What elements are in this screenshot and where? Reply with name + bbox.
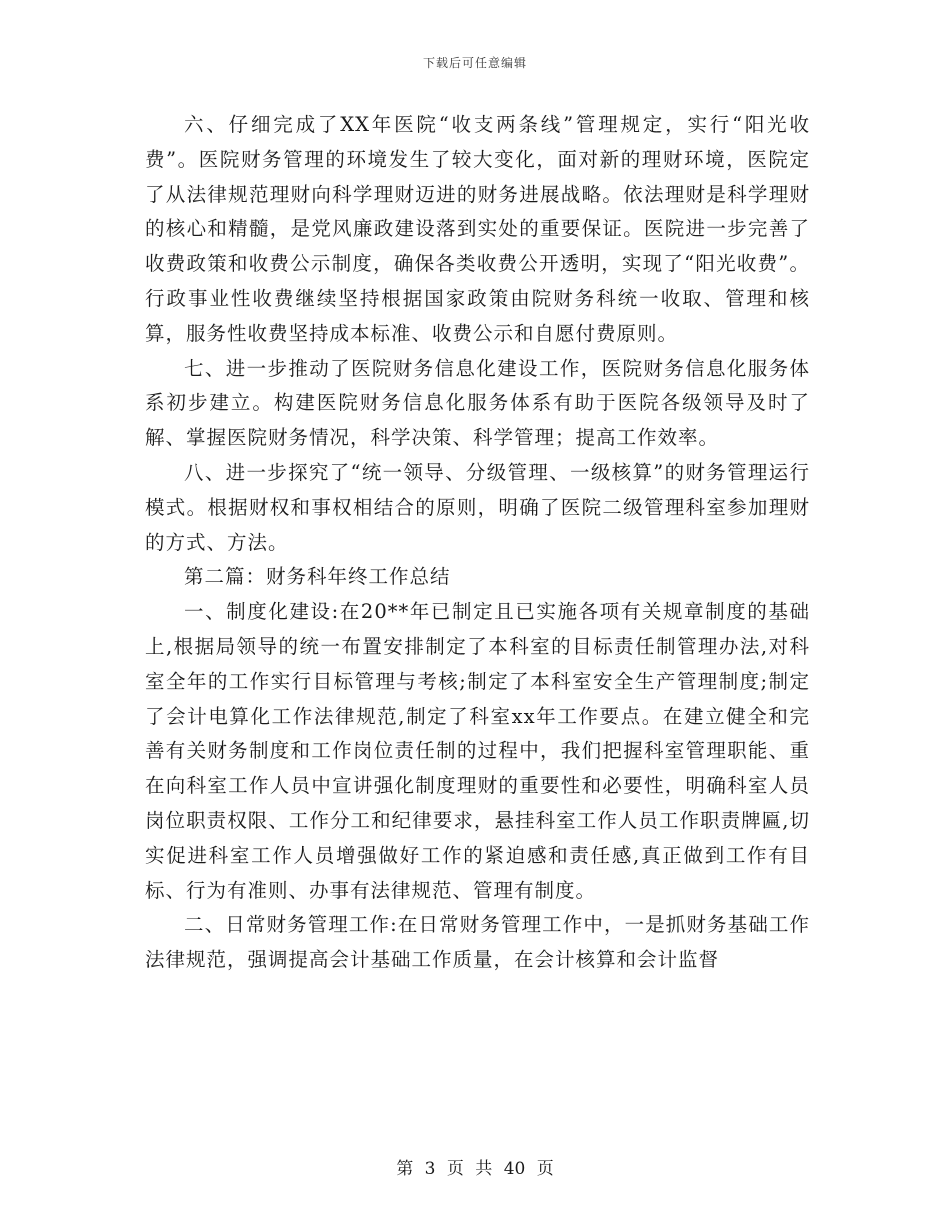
page-number: 第 3 页 共 40 页 (396, 1159, 554, 1179)
section-heading: 第二篇：财务科年终工作总结 (184, 565, 451, 589)
paragraph-eight: 八、进一步探究了“统一领导、分级管理、一级核算”的财务管理运行模式。根据财权和事权相结合的原则，明确了医院二级管理科室参加理财的方式、方法。 (145, 460, 810, 554)
paragraph-institutionalization: 一、制度化建设:在20**年已制定且已实施各项有关规章制度的基础上,根据局领导的统一布置安排制定了本科室的目标责任制管理办法,对科室全年的工作实行目标管理与考核;制定了本科室安全生产管理制度;制定了会计电算化工作法律规范,制定了科室xx年工作要点。在建立健全和完善有关财务制度和工作岗位责任制的过程中，我们把握科室管理职能、重在向科室工作人员中宣讲强化制度理财的重要性和必要性，明确科室人员岗位职责权限、工作分工和纪律要求，悬挂科室工作人员工作职责牌匾,切实促进科室工作人员增强做好工作的紧迫感和责任感,真正做到工作有目标、行为有准则、办事有法律规范、管理有制度。 (145, 600, 810, 902)
page-header: 下载后可任意编辑 (422, 56, 527, 70)
paragraph-daily-management: 二、日常财务管理工作:在日常财务管理工作中，一是抓财务基础工作法律规范，强调提高会计基础工作质量，在会计核算和会计监督 (145, 913, 810, 972)
paragraph-seven: 七、进一步推动了医院财务信息化建设工作，医院财务信息化服务体系初步建立。构建医院财务信息化服务体系有助于医院各级领导及时了解、掌握医院财务情况，科学决策、科学管理；提高工作效率。 (145, 356, 810, 450)
document-body (145, 108, 810, 978)
paragraph-six: 六、仔细完成了XX年医院“收支两条线”管理规定，实行“阳光收费”。医院财务管理的环境发生了较大变化，面对新的理财环境，医院定了从法律规范理财向科学理财迈进的财务进展战略。依法理财是科学理财的核心和精髓，是党风廉政建设落到实处的重要保证。医院进一步完善了收费政策和收费公示制度，确保各类收费公开透明，实现了“阳光收费”。行政事业性收费继续坚持根据国家政策由院财务科统一收取、管理和核算，服务性收费坚持成本标准、收费公示和自愿付费原则。 (145, 113, 810, 345)
